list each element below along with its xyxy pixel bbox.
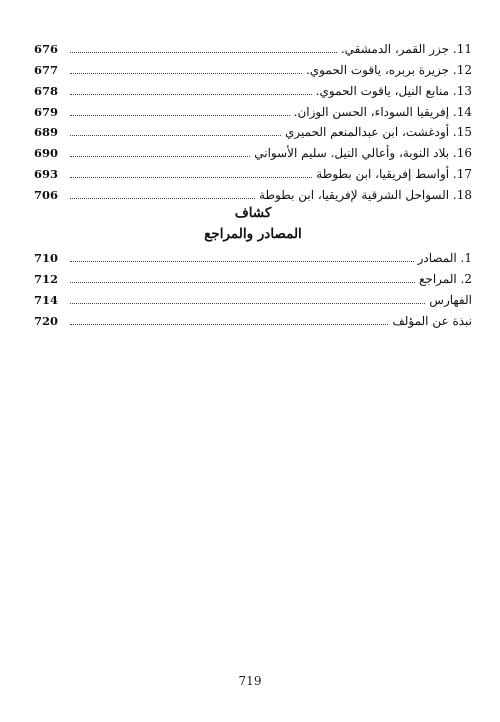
toc-entry-title: 1. المصادر — [417, 251, 472, 266]
toc-page-number: 677 — [34, 62, 59, 77]
toc-page-number: 678 — [34, 83, 59, 98]
toc-entry[interactable] — [34, 78, 472, 99]
dot-leader — [70, 176, 312, 178]
dot-leader — [70, 51, 337, 53]
toc-entry-title: نبذة عن المؤلف — [392, 313, 472, 328]
dot-leader — [70, 72, 302, 74]
toc-entry[interactable] — [34, 245, 472, 266]
dot-leader — [70, 155, 250, 157]
dot-leader — [70, 260, 414, 262]
toc-entry[interactable] — [34, 308, 472, 329]
toc-entry-title: 16. بلاد النوبة، وأعالي النيل. سليم الأسواني — [254, 146, 472, 161]
page-number: 719 — [238, 674, 262, 688]
toc-entry-title: 14. إفريقيا السوداء، الحسن الوزان. — [293, 104, 472, 119]
toc-entry-title: 2. المراجع — [419, 271, 472, 286]
dot-leader — [70, 281, 415, 283]
section-heading-index: كشاف — [234, 205, 272, 222]
toc-entry-title: 18. السواحل الشرقية لإفريقيا، ابن بطوطة — [259, 188, 472, 203]
toc-entry-title: 12. جزيرة بربره، ياقوت الحموي. — [305, 62, 472, 77]
dot-leader — [70, 302, 425, 304]
toc-page-number: 720 — [34, 313, 59, 328]
toc-page-number: 693 — [34, 167, 59, 182]
toc-page-number: 689 — [34, 125, 59, 140]
toc-group-readings — [34, 36, 472, 203]
toc-group-sources — [34, 245, 472, 329]
toc-page-number: 690 — [34, 146, 59, 161]
dot-leader — [70, 134, 281, 136]
toc-entry[interactable] — [34, 57, 472, 78]
toc-entry[interactable] — [34, 99, 472, 120]
toc-entry[interactable] — [34, 287, 472, 308]
toc-entry[interactable] — [34, 161, 472, 182]
toc-entry-title: الفهارس — [429, 292, 472, 307]
toc-entry[interactable] — [34, 266, 472, 287]
toc-entry-title: 11. جزر القمر، الدمشقي. — [340, 41, 472, 56]
toc-entry[interactable] — [34, 182, 472, 203]
dot-leader — [70, 323, 388, 325]
toc-entry[interactable] — [34, 36, 472, 57]
table-of-contents — [34, 36, 472, 329]
toc-entry[interactable] — [34, 120, 472, 141]
dot-leader — [70, 197, 255, 199]
dot-leader — [70, 93, 312, 95]
toc-page-number: 712 — [34, 271, 59, 286]
toc-entry-title: 13. منابع النيل، ياقوت الحموي. — [315, 83, 472, 98]
toc-entry-title: 15. أودغشت، ابن عبدالمنعم الحميري — [285, 125, 472, 140]
section-heading-sources: المصادر والمراجع — [204, 226, 302, 243]
toc-page-number: 679 — [34, 104, 59, 119]
dot-leader — [70, 114, 290, 116]
toc-page-number: 676 — [34, 41, 59, 56]
toc-entry-title: 17. أواسط إفريقيا، ابن بطوطة — [316, 167, 472, 182]
toc-page-number: 706 — [34, 188, 59, 203]
toc-page-number: 710 — [34, 251, 59, 266]
toc-entry[interactable] — [34, 140, 472, 161]
toc-page-number: 714 — [34, 292, 59, 307]
